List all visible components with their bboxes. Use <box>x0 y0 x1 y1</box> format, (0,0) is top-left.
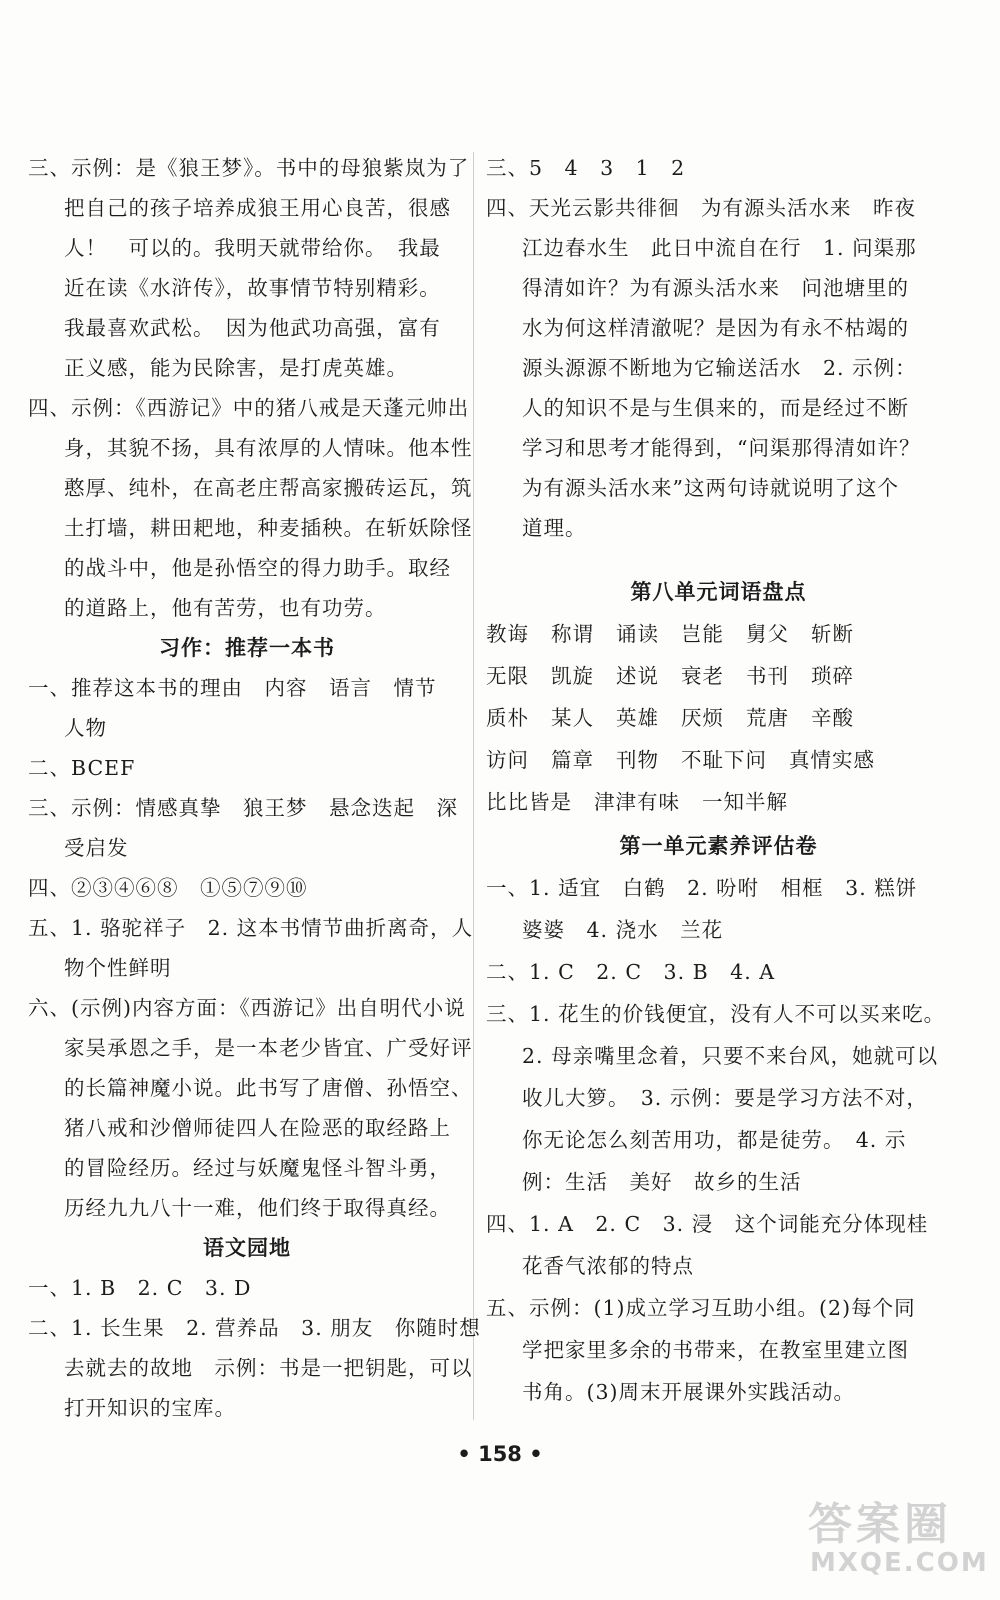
section-heading: 第一单元素养评估卷 <box>619 834 818 858</box>
vocab-row <box>486 782 810 822</box>
vocab-word: 辛酸 <box>811 706 854 730</box>
text-line: 去就去的故地 示例：书是一把钥匙，可以 <box>64 1356 473 1380</box>
vocab-word: 篇章 <box>551 748 594 772</box>
text-line: 学把家里多余的书带来，在教室里建立图 <box>522 1338 909 1362</box>
text-line: 的长篇神魔小说。此书写了唐僧、孙悟空、 <box>64 1076 473 1100</box>
text-line: 的战斗中，他是孙悟空的得力助手。取经 <box>64 556 451 580</box>
text-line: 人！ 可以的。我明天就带给你。 我最 <box>64 236 441 260</box>
text-line: 的道路上，他有苦劳，也有功劳。 <box>64 596 387 620</box>
vocab-word: 述说 <box>616 664 659 688</box>
vocab-row <box>486 698 876 738</box>
vocab-word: 荒唐 <box>746 706 789 730</box>
text-line: 你无论怎么刻苦用功，都是徒劳。 4. 示 <box>522 1128 907 1152</box>
section-heading: 第八单元词语盘点 <box>630 580 807 604</box>
vocab-word: 英雄 <box>616 706 659 730</box>
text-line: 源头源源不断地为它输送活水 2. 示例： <box>522 356 917 380</box>
text-line: 历经九九八十一难，他们终于取得真经。 <box>64 1196 451 1220</box>
text-line: 四、天光云影共徘徊 为有源头活水来 昨夜 <box>486 196 916 220</box>
text-line: 二、BCEF <box>28 756 136 780</box>
text-line: 憨厚、纯朴，在高老庄帮高家搬砖运瓦，筑 <box>64 476 473 500</box>
text-line: 的冒险经历。经过与妖魔鬼怪斗智斗勇， <box>64 1156 451 1180</box>
text-line: 打开知识的宝库。 <box>64 1396 236 1420</box>
vocab-word: 不耻下问 <box>681 748 767 772</box>
text-line: 人的知识不是与生俱来的，而是经过不断 <box>522 396 909 420</box>
text-line: 一、推荐这本书的理由 内容 语言 情节 <box>28 676 437 700</box>
text-line: 四、1. A 2. C 3. 浸 这个词能充分体现桂 <box>486 1212 929 1236</box>
vocab-word: 教诲 <box>486 622 529 646</box>
watermark-text: 答案圈 <box>808 1499 952 1550</box>
text-line: 四、②③④⑥⑧ ①⑤⑦⑨⑩ <box>28 876 308 900</box>
text-line: 二、1. C 2. C 3. B 4. A <box>486 960 776 984</box>
text-line: 猪八戒和沙僧师徒四人在险恶的取经路上 <box>64 1116 451 1140</box>
text-line: 把自己的孩子培养成狼王用心良苦，很感 <box>64 196 451 220</box>
text-line: 土打墙，耕田耙地，种麦插秧。在斩妖除怪 <box>64 516 473 540</box>
text-line: 五、示例：(1)成立学习互助小组。(2)每个同 <box>486 1296 916 1320</box>
vocab-word: 刊物 <box>616 748 659 772</box>
section-heading: 语文园地 <box>203 1236 291 1260</box>
text-line: 书角。(3)周末开展课外实践活动。 <box>522 1380 856 1404</box>
vocab-word: 真情实感 <box>789 748 875 772</box>
text-line: 2. 母亲嘴里念着，只要不来台风，她就可以 <box>522 1044 939 1068</box>
section-heading: 习作：推荐一本书 <box>159 636 335 660</box>
watermark-logo <box>808 1488 988 1592</box>
vocab-word: 厌烦 <box>681 706 724 730</box>
text-line: 近在读《水浒传》，故事情节特别精彩。 <box>64 276 441 300</box>
vocab-word: 一知半解 <box>702 790 788 814</box>
text-line: 三、示例：是《狼王梦》。书中的母狼紫岚为了 <box>28 156 470 180</box>
text-line: 六、(示例)内容方面：《西游记》出自明代小说 <box>28 996 466 1020</box>
vocab-row <box>486 740 897 780</box>
text-line: 五、1. 骆驼祥子 2. 这本书情节曲折离奇，人 <box>28 916 474 940</box>
text-line: 受启发 <box>64 836 129 860</box>
vocab-word: 称谓 <box>551 622 594 646</box>
text-line: 花香气浓郁的特点 <box>522 1254 694 1278</box>
text-line: 我最喜欢武松。 因为他武功高强，富有 <box>64 316 441 340</box>
text-line: 四、示例：《西游记》中的猪八戒是天蓬元帅出 <box>28 396 470 420</box>
vocab-word: 无限 <box>486 664 529 688</box>
text-line: 一、1. 适宜 白鹤 2. 吩咐 相框 3. 糕饼 <box>486 876 918 900</box>
watermark-url: MXQE.COM <box>810 1548 989 1578</box>
vocab-word: 衰老 <box>681 664 724 688</box>
text-line: 为有源头活水来”这两句诗就说明了这个 <box>522 476 899 500</box>
text-line: 收儿大箩。 3. 示例：要是学习方法不对， <box>522 1086 928 1110</box>
vocab-word: 凯旋 <box>551 664 594 688</box>
vocab-word: 访问 <box>486 748 529 772</box>
vocab-word: 某人 <box>551 706 594 730</box>
text-line: 二、1. 长生果 2. 营养品 3. 朋友 你随时想 <box>28 1316 481 1340</box>
vocab-word: 书刊 <box>746 664 789 688</box>
vocab-word: 岂能 <box>681 622 724 646</box>
text-line: 一、1. B 2. C 3. D <box>28 1276 252 1300</box>
vocab-word: 斩断 <box>811 622 854 646</box>
page-number: • 158 • <box>457 1442 543 1466</box>
text-line: 婆婆 4. 浇水 兰花 <box>522 918 724 942</box>
text-line: 三、1. 花生的价钱便宜，没有人不可以买来吃。 <box>486 1002 946 1026</box>
text-line: 例：生活 美好 故乡的生活 <box>522 1170 802 1194</box>
vocab-row <box>486 614 876 654</box>
text-line: 水为何这样清澈呢？是因为有永不枯竭的 <box>522 316 909 340</box>
vocab-word: 质朴 <box>486 706 529 730</box>
vocab-word: 津津有味 <box>594 790 680 814</box>
text-line: 三、5 4 3 1 2 <box>486 156 686 180</box>
text-line: 人物 <box>64 716 107 740</box>
vocab-word: 诵读 <box>616 622 659 646</box>
text-line: 身，其貌不扬，具有浓厚的人情味。他本性 <box>64 436 473 460</box>
text-line: 江边春水生 此日中流自在行 1. 问渠那 <box>522 236 917 260</box>
vocab-word: 舅父 <box>746 622 789 646</box>
text-line: 得清如许？为有源头活水来 问池塘里的 <box>522 276 909 300</box>
vocab-word: 比比皆是 <box>486 790 572 814</box>
text-line: 物个性鲜明 <box>64 956 172 980</box>
text-line: 道理。 <box>522 516 587 540</box>
text-line: 学习和思考才能得到，“问渠那得清如许？ <box>522 436 921 460</box>
text-line: 家吴承恩之手，是一本老少皆宜、广受好评 <box>64 1036 473 1060</box>
text-line: 正义感，能为民除害，是打虎英雄。 <box>64 356 408 380</box>
text-line: 三、示例：情感真挚 狼王梦 悬念迭起 深 <box>28 796 458 820</box>
vocab-word: 琐碎 <box>811 664 854 688</box>
column-divider <box>473 152 474 1420</box>
vocab-row <box>486 656 876 696</box>
